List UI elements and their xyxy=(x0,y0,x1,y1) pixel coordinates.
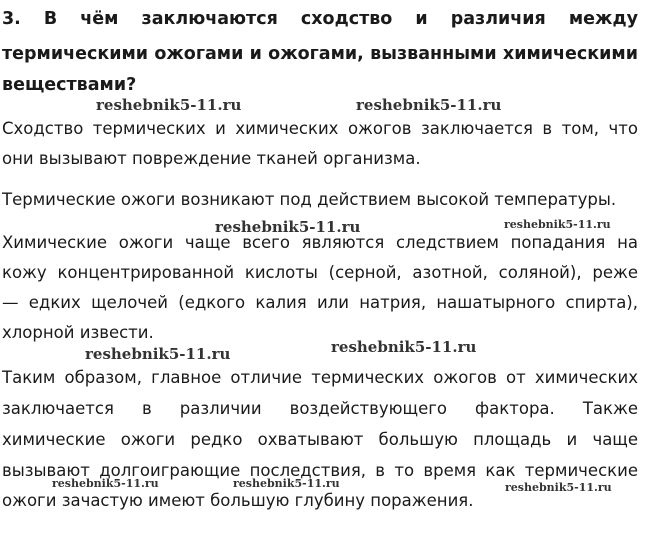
watermark: reshebnik5-11.ru xyxy=(505,481,612,494)
answer-p1-line-1: Сходство термических и химических ожогов заключается в том, что xyxy=(2,119,638,138)
watermark: reshebnik5-11.ru xyxy=(504,218,611,231)
answer-p3-line-3: — едких щелочей (едкого калия или натрия, нашатырного спирта), xyxy=(2,293,638,312)
answer-p1-line-2: они вызывают повреждение тканей организма. xyxy=(2,149,421,168)
answer-p4-line-2: заключается в различии воздействующего фактора. Также xyxy=(2,399,638,418)
watermark: reshebnik5-11.ru xyxy=(96,96,242,114)
question-line-3: веществами? xyxy=(2,75,137,95)
answer-p4-line-1: Таким образом, главное отличие термических ожогов от химических xyxy=(2,368,638,387)
question-line-2: термическими ожогами и ожогами, вызванными химическими xyxy=(2,44,638,64)
answer-p3-line-2: кожу концентрированной кислоты (серной, азотной, соляной), реже xyxy=(2,263,638,282)
watermark: reshebnik5-11.ru xyxy=(233,477,340,490)
watermark: reshebnik5-11.ru xyxy=(331,338,477,356)
watermark: reshebnik5-11.ru xyxy=(52,477,159,490)
answer-p2-line-1: Термические ожоги возникают под действием высокой температуры. xyxy=(2,190,617,209)
watermark: reshebnik5-11.ru xyxy=(85,345,231,363)
watermark: reshebnik5-11.ru xyxy=(215,218,361,236)
answer-p3-line-1: Химические ожоги чаще всего являются следствием попадания на xyxy=(2,233,638,252)
answer-p3-line-4: хлорной извести. xyxy=(2,323,154,342)
answer-p4-line-5: ожоги зачастую имеют большую глубину поражения. xyxy=(2,491,474,510)
answer-p4-line-3: химические ожоги редко охватывают большую площадь и чаще xyxy=(2,430,638,449)
question-line-1: 3. В чём заключаются сходство и различия между xyxy=(2,9,638,29)
answer-p4-line-4: вызывают долгоиграющие последствия, в то время как термические xyxy=(2,461,638,480)
watermark: reshebnik5-11.ru xyxy=(356,96,502,114)
